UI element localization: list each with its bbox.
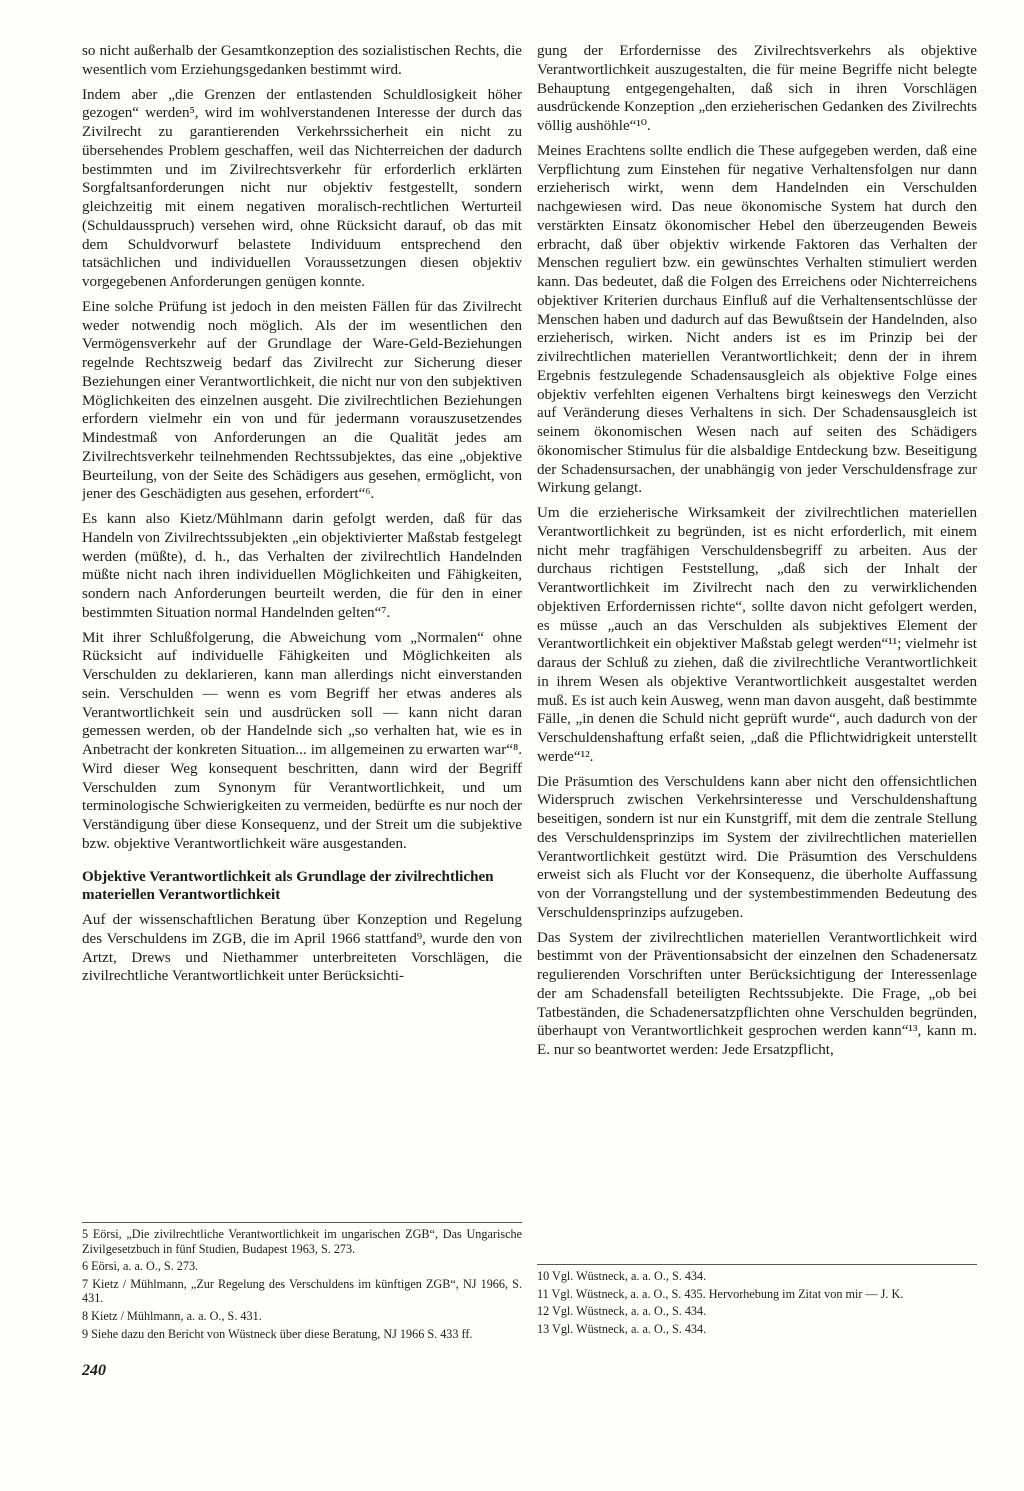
footnote: 8 Kietz / Mühlmann, a. a. O., S. 431. [82, 1308, 262, 1323]
paragraph: gung der Erfordernisse des Zivilrechtsverkehrs als objektive Verantwortlichkeit auszugestalten, die für meine Begriffe nicht belegte Behauptung entgegengehalten, daß sich in ihren Vorschlägen ausdrückende Konzeption „den erzieherischen Gedanken des Zivilrechts völlig aushöhle“¹⁰. [537, 43, 977, 134]
footnote: 13 Vgl. Wüstneck, a. a. O., S. 434. [537, 1321, 707, 1336]
left-column [82, 42, 522, 1341]
footnote: 7 Kietz / Mühlmann, „Zur Regelung des Verschuldens im künftigen ZGB“, NJ 1966, S. 431. [82, 1276, 522, 1306]
footnote: 11 Vgl. Wüstneck, a. a. O., S. 435. Hervorhebung im Zitat von mir — J. K. [537, 1286, 904, 1301]
footnote: 12 Vgl. Wüstneck, a. a. O., S. 434. [537, 1304, 707, 1319]
page-number: 240 [82, 1362, 106, 1379]
paragraph: Auf der wissenschaftlichen Beratung über Konzeption und Regelung des Verschuldens im ZGB, die im April 1966 stattfand⁹, wurde den von Artzt, Drews und Niethammer unterbreiteten Vorschlägen, die zivilrechtliche Verantwortlichkeit unter Berücksichti- [82, 912, 522, 985]
footnote: 6 Eörsi, a. a. O., S. 273. [82, 1259, 199, 1274]
right-column-text [537, 42, 977, 1218]
paragraph: Die Präsumtion des Verschuldens kann aber nicht den offensichtlichen Widerspruch zwischen Verkehrsinteresse und Verschuldenshaftung beseitigen, sondern ist nur ein Kunstgriff, mit dem die zentrale Stellung des Verschuldensprinzips im System der zivilrechtlichen materiellen Verantwortlichkeit gestützt wird. Die Präsumtion des Verschuldens erweist sich als Flucht vor der Konsequenz, die überholte Auffassung von der Vorrangstellung und der systembestimmenden Bedeutung des Verschuldensprinzips aufzugeben. [537, 773, 977, 921]
paragraph: so nicht außerhalb der Gesamtkonzeption des sozialistischen Rechts, die wesentlich vom Erziehungsgedanken bestimmt wird. [82, 43, 522, 78]
right-footnotes [537, 1264, 977, 1339]
footnote: 9 Siehe dazu den Bericht von Wüstneck über diese Beratung, NJ 1966 S. 433 ff. [82, 1326, 473, 1341]
paragraph: Das System der zivilrechtlichen materiellen Verantwortlichkeit wird bestimmt von der Präventionsabsicht der einzelnen den Schadenersatz regulierenden Vorschriften unter Berücksichtigung der Interessenlage der am Schadensfall beteiligten Rechtssubjekte. Die Frage, „ob bei Tatbeständen, die Schadenersatzpflichten ohne Verschulden begründen, überhaupt von Verantwortlichkeit gesprochen werden kann“¹³, kann m. E. nur so beantwortet werden: Jede Ersatzpflicht, [537, 929, 977, 1058]
footnote: 5 Eörsi, „Die zivilrechtliche Verantwortlichkeit im ungarischen ZGB“, Das Ungarische Zivilgesetzbuch in fünf Studien, Budapest 1963, S. 273. [82, 1227, 522, 1256]
paragraph: Indem aber „die Grenzen der entlastenden Schuldlosigkeit höher gezogen“ werden⁵, wird im wohlverstandenen Interesse der durch das Zivilrecht zu garantierenden Verkehrssicherheit ein nicht zu übersehendes Problem geschaffen, weil das Nichterreichen der dadurch bestimmten und im Zivilrechtsverkehr für erforderlich erklärten Sorgfaltsanforderungen nicht nur objektiv festgestellt, sondern gleichzeitig mit einem negativen moralisch-rechtlichen Werturteil (Schuldausspruch) versehen wird, ohne Rücksicht darauf, ob das mit dem Schuldvorwurf belastete Individuum entsprechend den tatsächlichen und individuellen Voraussetzungen diesen objektiv vorgegebenen Anforderungen genügen konnte. [82, 86, 522, 290]
left-footnotes [82, 1222, 522, 1344]
paragraph: Meines Erachtens sollte endlich die These aufgegeben werden, daß eine Verpflichtung zum Einstehen für negative Verhaltensfolgen nur dann erzieherisch wirkt, wenn dem Handelnden ein Verschulden nachgewiesen wird. Das neue ökonomische System hat durch den verstärkten Einsatz ökonomischer Hebel den überzeugenden Beweis erbracht, daß über objektiv wirkende Faktoren das Verhalten der Menschen reguliert bzw. ein gewünschtes Verhalten stimuliert werden kann. Das bedeutet, daß die Folgen des Erreichens oder Nichterreichens objektiver Kriterien durchaus Einfluß auf die Verhaltensentschlüsse der Menschen haben und dadurch auf das Bewußtsein der Handelnden, also erzieherisch, wirken. Nicht anders ist es im Prinzip bei der zivilrechtlichen materiellen Verantwortlichkeit; denn der in ihrem Ergebnis festzulegende Schadensausgleich als objektive Folge eines objektiv verfehlten eigenen Verhaltens birgt keineswegs den Verzicht auf Veränderung dieses Verhaltens in sich. Der Schadensausgleich ist seinem ökonomischen Wesen nach auf seiten des Schädigers ökonomischer Stimulus für die alsbaldige Entdeckung bzw. Beseitigung der Schadensursachen, der unabhängig von jeder Verschuldensfrage zur Wirkung gelangt. [537, 142, 977, 497]
right-column [537, 42, 977, 1336]
paragraph: Um die erzieherische Wirksamkeit der zivilrechtlichen materiellen Verantwortlichkeit zu begründen, ist es nicht erforderlich, mit einem nicht mehr tragfähigen Verschuldensbegriff zu arbeiten. Aus der durchaus richtigen Feststellung, „daß sich der Inhalt der Verantwortlichkeit im Zivilrecht nach den zu verwirklichenden objektiven Erfordernissen richte“, sollte davon nicht gefolgert werden, es müsse „auch an das Verschulden als subjektives Element der Verantwortlichkeit ein objektiver Maßstab gelegt werden“¹¹; vielmehr ist daraus der Schluß zu ziehen, daß die zivilrechtliche Verantwortlichkeit in ihrem Wesen als objektive Verantwortlichkeit ausgestaltet werden muß. Es ist auch kein Ausweg, wenn man davon ausgeht, daß bestimmte Fälle, „in denen die Schuld nicht geprüft wurde“, auch dadurch von der Verschuldenshaftung erfaßt seien, „daß die Pflichtwidrigkeit unterstellt werde“¹². [537, 505, 977, 765]
section-heading: Objektive Verantwortlichkeit als Grundlage der zivilrechtlichen materiellen Verantwortlichkeit [82, 868, 494, 904]
paragraph: Es kann also Kietz/Mühlmann darin gefolgt werden, daß für das Handeln von Zivilrechtssubjekten „ein objektivierter Maßstab festgelegt werden (müßte), d. h., das Verhalten der zivilrechtlich Handelnden müßte nicht nach ihren individuellen Möglichkeiten und Fähigkeiten, sondern nach Anforderungen beurteilt werden, die für den in einer bestimmten Situation normal Handelnden gelten“⁷. [82, 511, 522, 621]
footnote: 10 Vgl. Wüstneck, a. a. O., S. 434. [537, 1269, 707, 1283]
paragraph: Mit ihrer Schlußfolgerung, die Abweichung vom „Normalen“ ohne Rücksicht auf individuelle Fähigkeiten und Möglichkeiten als Verschulden zu deklarieren, kann man allerdings nicht einverstanden sein. Verschulden — wenn es vom Begriff her etwas anderes als Verantwortlichkeit sein und ausdrücken soll — kann nicht daran gemessen werden, ob der Handelnde sich „so verhalten hat, wie es in Anbetracht der konkreten Situation... im allgemeinen zu erwarten war“⁸. Wird dieser Weg konsequent beschritten, dann wird der Begriff Verschulden zum Synonym für Verantwortlichkeit, und um terminologische Schwierigkeiten zu vermeiden, bedürfte es nur noch der Verständigung über diese Konsequenz, und der Streit um die subjektive bzw. objektive Verantwortlichkeit wäre ausgestanden. [82, 629, 522, 852]
left-column-text [82, 42, 522, 1218]
paragraph: Eine solche Prüfung ist jedoch in den meisten Fällen für das Zivilrecht weder notwendig noch möglich. Als der im wesentlichen den Vermögensverkehr auf der Grundlage der Ware-Geld-Beziehungen regelnde Rechtszweig bedarf das Zivilrecht zur Sicherung dieser Beziehungen einer Verantwortlichkeit, die nicht nur von den subjektiven Möglichkeiten des einzelnen ausgeht. Die zivilrechtlichen Beziehungen erfordern vielmehr ein von und für jedermann vorauszusetzendes Mindestmaß von Anforderungen an die Qualität jedes am Zivilrechtsverkehr teilnehmenden Rechtssubjektes, das eine „objektive Beurteilung, von der Seite des Schädigers aus gesehen, ermöglicht, von jener des Geschädigten aus gesehen, erfordert“⁶. [82, 298, 522, 503]
